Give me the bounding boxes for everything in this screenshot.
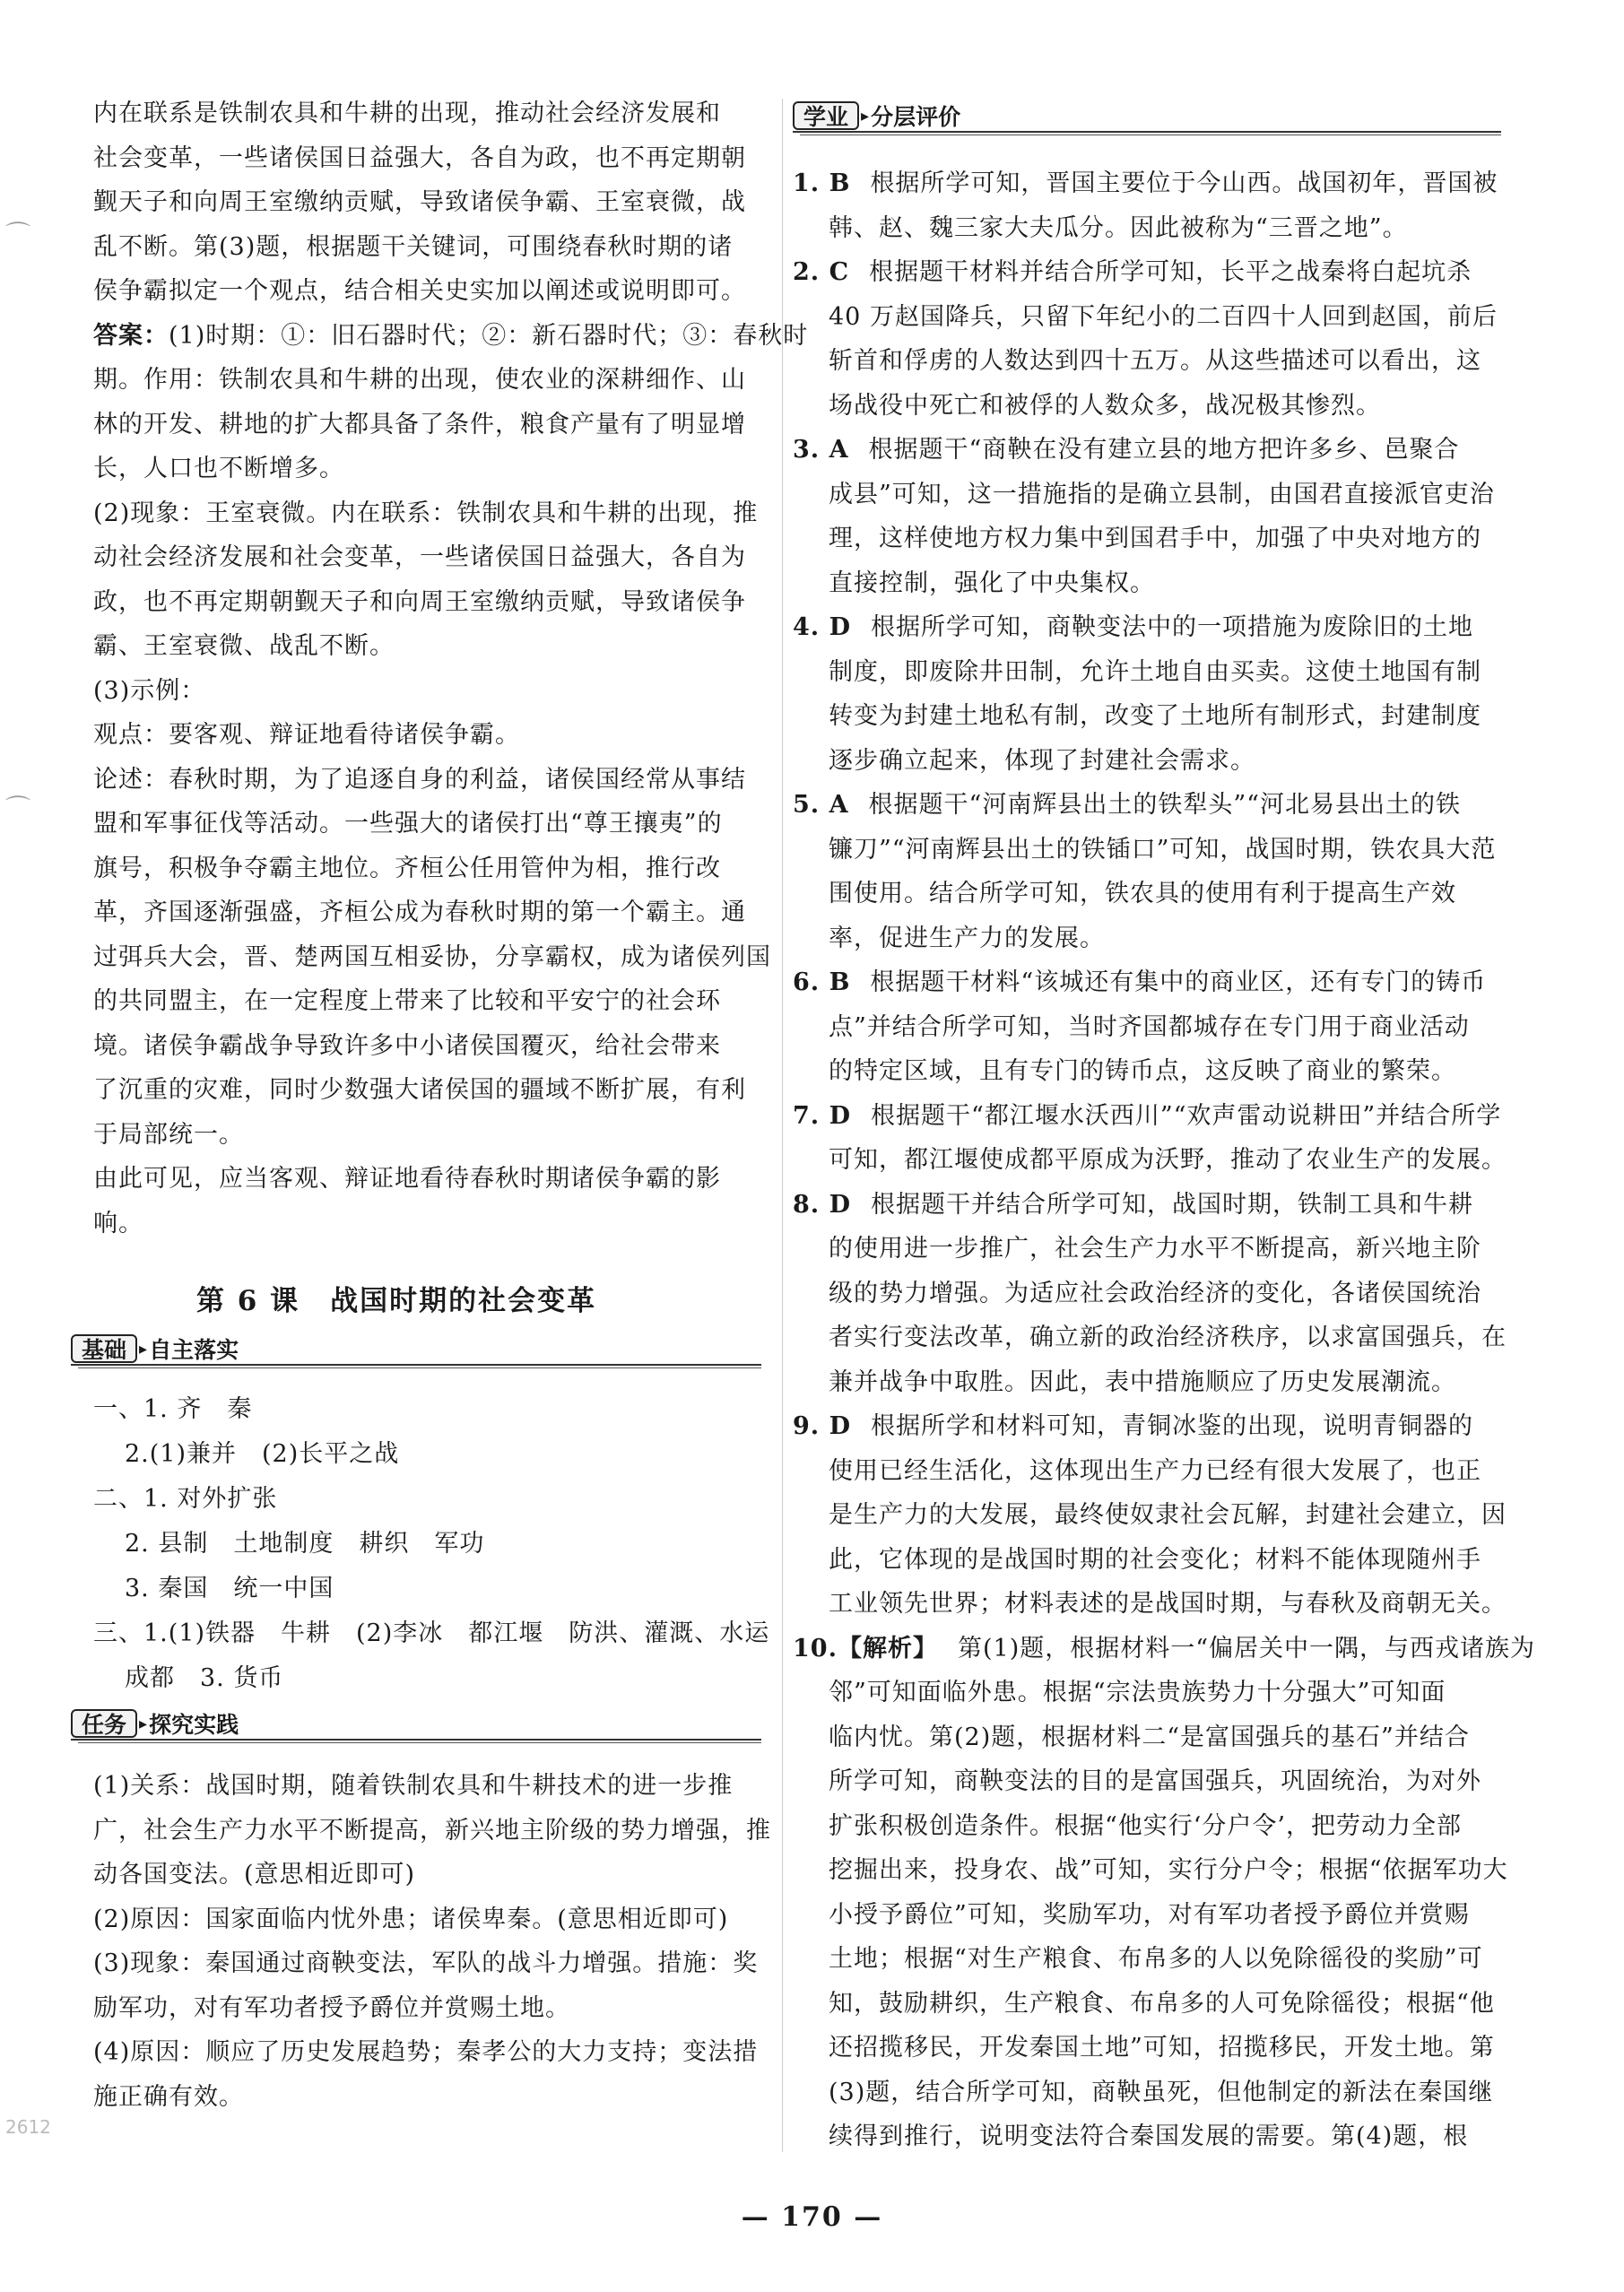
question-number: 5. A <box>793 791 849 819</box>
explanation-text: 级的势力增强。为适应社会政治经济的变化，各诸侯国统治 <box>829 1279 1481 1307</box>
section-evaluation-badge: 学业 <box>793 101 859 130</box>
question-item <box>793 1190 1473 1220</box>
triangle-right-icon: ▸ <box>861 106 870 126</box>
answer-item: 3. 秦国 统一中国 <box>125 1575 334 1602</box>
column-divider <box>782 99 783 2152</box>
question-item <box>793 169 1498 199</box>
question-item <box>793 435 1459 465</box>
question-line <box>829 835 1496 865</box>
explanation-text: 邻”可知面临外患。根据“宗法贵族势力十分强大”可知面 <box>829 1679 1446 1706</box>
text-line: 过弭兵大会，晋、楚两国互相妥协，分享霸权，成为诸侯列国 <box>93 942 771 971</box>
lesson-number: 第 6 课 <box>196 1285 300 1317</box>
text-line: 觐天子和向周王室缴纳贡赋，导致诸侯争霸、王室衰微，战 <box>93 188 746 216</box>
section-evaluation-label: 分层评价 <box>871 104 961 130</box>
section-tasks-badge: 任务 <box>71 1709 137 1738</box>
explanation-text: 的特定区域，且有专门的铸币点，这反映了商业的繁荣。 <box>829 1057 1456 1085</box>
text-line: 了沉重的灾难，同时少数强大诸侯国的疆域不断扩展，有利 <box>93 1076 746 1104</box>
explanation-text: 制度，即废除井田制，允许土地自由买卖。这使土地国有制 <box>829 657 1481 686</box>
section-basics-label: 自主落实 <box>149 1337 239 1363</box>
explanation-text: 工业领先世界；材料表述的是战国时期，与春秋及商朝无关。 <box>829 1590 1507 1618</box>
question-number: 3. A <box>793 436 849 464</box>
answer-line <box>93 321 808 352</box>
question-number: 1. B <box>793 169 851 197</box>
question-line <box>829 569 1155 599</box>
question-item <box>793 968 1486 998</box>
question-number: 4. D <box>793 613 852 641</box>
text-line: 政，也不再定期朝觐天子和向周王室缴纳贡赋，导致诸侯争 <box>93 587 746 616</box>
explanation-text: 此，它体现的是战国时期的社会变化；材料不能体现随州手 <box>829 1545 1481 1574</box>
question-line <box>829 657 1481 688</box>
explanation-text: 兼并战争中取胜。因此，表中措施顺应了历史发展潮流。 <box>829 1367 1456 1396</box>
question-line <box>829 1500 1507 1531</box>
question-item <box>793 1101 1501 1132</box>
question-line <box>829 1234 1481 1264</box>
explanation-text: 还招揽移民，开发秦国土地”可知，招揽移民，开发土地。第 <box>829 2034 1495 2062</box>
text-line: 革，齐国逐渐强盛，齐桓公成为春秋时期的第一个霸主。通 <box>93 899 746 926</box>
question-line <box>829 1811 1462 1842</box>
explanation-text: 点”并结合所学可知，当时齐国都城存在专门用于商业活动 <box>829 1012 1470 1041</box>
question-line <box>829 701 1481 732</box>
explanation-text: 的使用进一步推广，社会生产力水平不断提高，新兴地主阶 <box>829 1235 1481 1263</box>
question-line <box>829 1012 1470 1043</box>
question-line <box>829 1767 1481 1797</box>
question-line <box>829 1944 1483 1975</box>
binding-mark: ⌒ <box>5 794 31 823</box>
text-line: 响。 <box>93 1209 143 1237</box>
text-line: 期。作用：铁制农具和牛耕的出现，使农业的深耕细作、山 <box>93 366 746 394</box>
question-line <box>829 480 1495 510</box>
question-number: 6. B <box>793 968 851 996</box>
explanation-text: 根据题干并结合所学可知，战国时期，铁制工具和牛耕 <box>871 1190 1474 1219</box>
explanation-text: 根据题干材料“该城还有集中的商业区，还有专门的铸币 <box>870 968 1487 996</box>
explanation-text: 根据题干“商鞅在没有建立县的地方把许多乡、邑聚合 <box>868 436 1460 464</box>
explanation-text: 直接控制，强化了中央集权。 <box>829 569 1155 597</box>
question-line <box>829 1279 1481 1309</box>
question-line <box>829 1855 1508 1886</box>
text-line: 内在联系是铁制农具和牛耕的出现，推动社会经济发展和 <box>93 100 721 127</box>
explanation-text: 转变为封建土地私有制，改变了土地所有制形式，封建制度 <box>829 702 1481 730</box>
lesson-title <box>196 1278 596 1318</box>
explanation-text: 围使用。结合所学可知，铁农具的使用有利于提高生产效 <box>829 880 1456 907</box>
triangle-right-icon: ▸ <box>139 1714 148 1733</box>
question-number: 9. D <box>793 1412 852 1440</box>
question-line <box>829 1589 1507 1619</box>
explanation-text: 理，这样使地方权力集中到国君手中，加强了中央对地方的 <box>829 525 1481 552</box>
question-line <box>829 1989 1495 2019</box>
explanation-text: 小授予爵位”可知，奖励军功，对有军功者授予爵位并赏赐 <box>829 1900 1470 1929</box>
question-item <box>793 612 1473 643</box>
answer-item: 三、1.(1)铁器 牛耕 (2)李冰 都江堰 防洪、灌溉、水运 <box>93 1619 770 1647</box>
question-line <box>829 302 1498 333</box>
text-line: (2)现象：王室衰微。内在联系：铁制农具和牛耕的出现，推 <box>93 499 759 527</box>
section-tasks <box>71 1708 239 1739</box>
text-line: 于局部统一。 <box>93 1120 244 1149</box>
explanation-text: 40 万赵国降兵，只留下年纪小的二百四十人回到赵国，前后 <box>829 302 1498 331</box>
explanation-text: 根据题干“河南辉县出土的铁犁头”“河北易县出土的铁 <box>868 791 1461 819</box>
task-line: 施正确有效。 <box>93 2082 244 2111</box>
question-line <box>829 1723 1470 1753</box>
question-item <box>793 1411 1473 1442</box>
question-number: 7. D <box>793 1101 852 1130</box>
explanation-text: 逐步确立起来，体现了封建社会需求。 <box>829 746 1255 775</box>
explanation-text: 根据题干“都江堰水沃西川”“欢声雷动说耕田”并结合所学 <box>871 1101 1502 1130</box>
text-line: 旗号，积极争夺霸主地位。齐桓公任用管仲为相，推行改 <box>93 854 721 882</box>
question-item <box>793 1634 1535 1664</box>
task-line: (3)现象：秦国通过商鞅变法，军队的战斗力增强。措施：奖 <box>93 1949 759 1977</box>
answer-item: 2. 县制 土地制度 耕织 军功 <box>125 1530 485 1558</box>
question-number: 8. D <box>793 1190 852 1219</box>
section-tasks-rule <box>71 1739 761 1741</box>
section-evaluation-rule <box>793 131 1501 133</box>
task-line: 广，社会生产力水平不断提高，新兴地主阶级的势力增强，推 <box>93 1816 771 1845</box>
explanation-text: 者实行变法改革，确立新的政治经济秩序，以求富国强兵，在 <box>829 1324 1507 1351</box>
question-line <box>829 391 1381 421</box>
explanation-text: (3)题，结合所学可知，商鞅虽死，但他制定的新法在秦国继 <box>829 2078 1494 2106</box>
section-basics <box>71 1333 239 1364</box>
explanation-text: 镰刀”“河南辉县出土的铁锸口”可知，战国时期，铁农具大范 <box>829 835 1497 864</box>
text-line: (3)示例： <box>93 676 206 705</box>
text-line: 乱不断。第(3)题，根据题干关键词，可围绕春秋时期的诸 <box>93 232 734 261</box>
text-line: 霸、王室衰微、战乱不断。 <box>93 632 395 660</box>
explanation-text: 挖掘出来，投身农、战”可知，实行分户令；根据“依据军功大 <box>829 1856 1508 1884</box>
text-line: 论述：春秋时期，为了追逐自身的利益，诸侯国经常从事结 <box>93 765 746 794</box>
answer-text: (1)时期：①：旧石器时代；②：新石器时代；③：春秋时 <box>169 321 809 350</box>
binding-mark: ⌒ <box>5 220 31 249</box>
text-line: 林的开发、耕地的扩大都具备了条件，粮食产量有了明显增 <box>93 410 746 438</box>
task-line: (1)关系：战国时期，随着铁制农具和牛耕技术的进一步推 <box>93 1772 734 1800</box>
explanation-text: 成县”可知，这一措施指的是确立县制，由国君直接派官吏治 <box>829 480 1495 508</box>
task-line: 励军功，对有军功者授予爵位并赏赐土地。 <box>93 1993 570 2022</box>
explanation-text: 所学可知，商鞅变法的目的是富国强兵，巩固统治，为对外 <box>829 1767 1481 1795</box>
answer-item: 2.(1)兼并 (2)长平之战 <box>125 1440 400 1468</box>
explanation-text: 续得到推行，说明变法符合秦国发展的需要。第(4)题，根 <box>829 2123 1469 2150</box>
question-item <box>793 257 1472 288</box>
question-line <box>829 1323 1507 1353</box>
text-line: 盟和军事征伐等活动。一些强大的诸侯打出“尊王攘夷”的 <box>93 810 723 838</box>
question-line <box>829 1545 1481 1576</box>
explanation-text: 场战役中死亡和被俘的人数众多，战况极其惨烈。 <box>829 391 1381 420</box>
explanation-text: 根据题干材料并结合所学可知，长平之战秦将白起坑杀 <box>869 258 1472 286</box>
explanation-text: 可知，都江堰使成都平原成为沃野，推动了农业生产的发展。 <box>829 1146 1507 1174</box>
text-line: 社会变革，一些诸侯国日益强大，各自为政，也不再定期朝 <box>93 143 746 172</box>
text-line: 境。诸侯争霸战争导致许多中小诸侯国覆灭，给社会带来 <box>93 1031 721 1060</box>
text-line: 侯争霸拟定一个观点，结合相关史实加以阐述或说明即可。 <box>93 277 746 305</box>
question-line <box>829 213 1408 244</box>
question-line <box>829 1900 1470 1931</box>
answer-item: 一、1. 齐 秦 <box>93 1395 253 1423</box>
question-number: 2. C <box>793 258 850 286</box>
text-line: 的共同盟主，在一定程度上带来了比较和平安宁的社会环 <box>93 987 721 1015</box>
question-line <box>829 924 1105 954</box>
explanation-text: 根据所学和材料可知，青铜冰鉴的出现，说明青铜器的 <box>871 1412 1474 1440</box>
text-line: 长，人口也不断增多。 <box>93 455 344 482</box>
answer-item: 成都 3. 货币 <box>125 1664 284 1692</box>
answer-item: 二、1. 对外扩张 <box>93 1485 278 1513</box>
explanation-text: 土地；根据“对生产粮食、布帛多的人以免除徭役的奖励”可 <box>829 1945 1483 1973</box>
section-basics-rule <box>71 1364 761 1366</box>
question-line <box>829 2078 1493 2108</box>
question-number: 10.【解析】 <box>793 1634 938 1663</box>
explanation-text: 临内忧。第(2)题，根据材料二“是富国强兵的基石”并结合 <box>829 1723 1470 1751</box>
explanation-text: 根据所学可知，晋国主要位于今山西。战国初年，晋国被 <box>870 169 1498 197</box>
question-line <box>829 2033 1495 2063</box>
question-line <box>829 1056 1456 1087</box>
text-line: 动社会经济发展和社会变革，一些诸侯国日益强大，各自为 <box>93 543 746 571</box>
section-evaluation <box>793 100 960 131</box>
question-line <box>829 1456 1481 1487</box>
explanation-text: 率，促进生产力的发展。 <box>829 924 1105 952</box>
question-line <box>829 746 1255 777</box>
section-basics-rule-under <box>78 1367 761 1368</box>
text-line: 观点：要客观、辩证地看待诸侯争霸。 <box>93 721 520 749</box>
margin-code: 2612 <box>5 2116 51 2138</box>
explanation-text: 根据所学可知，商鞅变法中的一项措施为废除旧的土地 <box>871 613 1474 641</box>
explanation-text: 扩张积极创造条件。根据“他实行‘分户令’，把劳动力全部 <box>829 1811 1462 1840</box>
question-line <box>829 346 1481 377</box>
answer-label: 答案： <box>93 321 169 350</box>
triangle-right-icon: ▸ <box>139 1339 148 1359</box>
lesson-name: 战国时期的社会变革 <box>330 1285 597 1317</box>
explanation-text: 是生产力的大发展，最终使奴隶社会瓦解，封建社会建立，因 <box>829 1501 1507 1529</box>
section-tasks-rule-under <box>78 1742 761 1743</box>
text-line: 由此可见，应当客观、辩证地看待春秋时期诸侯争霸的影 <box>93 1165 721 1193</box>
explanation-text: 第(1)题，根据材料一“偏居关中一隅，与西戎诸族为 <box>957 1634 1536 1663</box>
question-line <box>829 879 1456 909</box>
section-basics-badge: 基础 <box>71 1334 137 1363</box>
page-number: — 170 — <box>741 2201 883 2233</box>
task-line: (4)原因：顺应了历史发展趋势；秦孝公的大力支持；变法措 <box>93 2038 759 2066</box>
explanation-text: 韩、赵、魏三家大夫瓜分。因此被称为“三晋之地”。 <box>829 213 1408 242</box>
task-line: (2)原因：国家面临内忧外患；诸侯卑秦。(意思相近即可) <box>93 1905 729 1933</box>
question-line <box>829 1678 1446 1708</box>
section-tasks-label: 探究实践 <box>149 1712 239 1738</box>
explanation-text: 使用已经生活化，这体现出生产力已经有很大发展了，也正 <box>829 1456 1481 1485</box>
question-line <box>829 1145 1507 1176</box>
explanation-text: 知，鼓励耕织，生产粮食、布帛多的人可免除徭役；根据“他 <box>829 1989 1495 2018</box>
task-line: 动各国变法。(意思相近即可) <box>93 1861 416 1888</box>
question-item <box>793 790 1461 820</box>
question-line <box>829 1367 1456 1398</box>
question-line <box>829 524 1481 554</box>
explanation-text: 斩首和俘虏的人数达到四十五万。从这些描述可以看出，这 <box>829 347 1481 375</box>
question-line <box>829 2122 1468 2152</box>
